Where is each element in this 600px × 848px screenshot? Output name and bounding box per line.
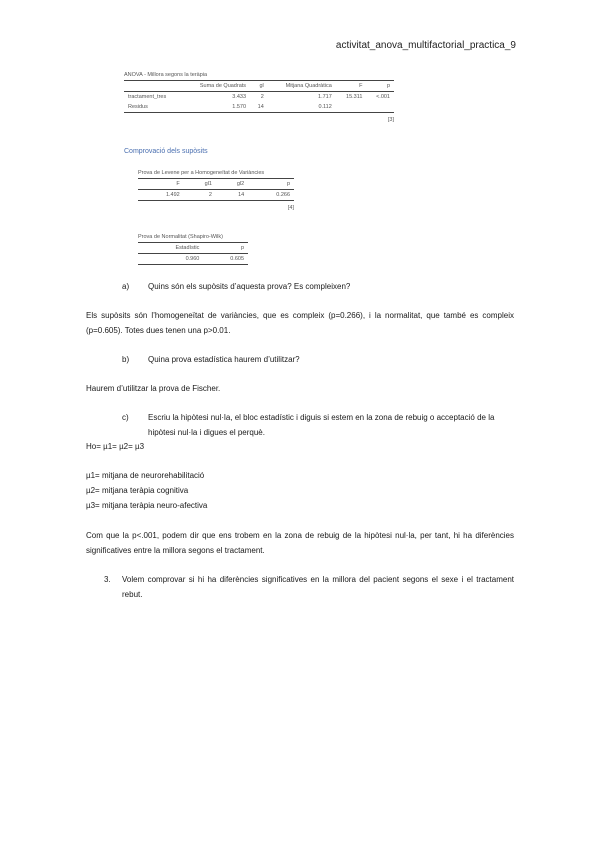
question-a-text: Quins són els supòsits d’aquesta prova? Es compleixen?	[148, 282, 351, 291]
anova-cell: 0.112	[268, 102, 336, 113]
table-row	[124, 92, 394, 103]
mu-definition: µ2= mitjana teràpia cognitiva	[86, 486, 189, 495]
anova-header-cell: Mitjana Quadràtica	[268, 81, 336, 92]
table-row	[124, 102, 394, 113]
question-b-label: b)	[122, 355, 130, 364]
levene-cell: 1.492	[138, 190, 184, 201]
levene-header-cell: gl1	[184, 179, 216, 190]
anova-cell: <.001	[376, 94, 390, 100]
anova-header-cell: Suma de Quadrats	[182, 81, 250, 92]
normality-caption: Prova de Normalitat (Shapiro-Wilk)	[138, 234, 223, 240]
normality-header-row	[138, 243, 248, 254]
mu-definition: µ1= mitjana de neurorehabilitació	[86, 471, 205, 480]
question-3-text: Volem comprovar si hi ha diferències significatives en la millora del pacient segons el sexe i el tractament rebut.	[122, 575, 514, 599]
table-row	[138, 190, 294, 201]
question-c-label: c)	[122, 413, 129, 422]
conclusion: Com que la p<.001, podem dir que ens trobem en la zona de rebuig de la hipòtesi nul·la, per tant, hi ha diferències significatives entre la millora segons el tractament.	[86, 531, 514, 555]
anova-header-cell: F	[336, 81, 367, 92]
anova-caption: ANOVA - Millora segons la teràpia	[124, 72, 208, 78]
levene-note: [4]	[287, 205, 294, 211]
normality-header-cell: p	[203, 243, 248, 254]
mu-definition: µ3= mitjana teràpia neuro-afectiva	[86, 501, 208, 510]
anova-header-row	[124, 81, 394, 92]
levene-header-cell: p	[248, 179, 294, 190]
anova-header-cell: gl	[250, 81, 268, 92]
levene-header-cell: gl2	[216, 179, 248, 190]
anova-note: [3]	[387, 117, 394, 123]
anova-cell: 14	[250, 102, 268, 113]
anova-cell	[336, 102, 367, 113]
answer-a: Els supòsits són l’homogeneïtat de variàncies, que es compleix (p=0.266), i la normalitat, que també es compleix (p=0.605). Totes dues tenen una p>0.01.	[86, 311, 514, 335]
levene-header-row	[138, 179, 294, 190]
levene-cell: 0.266	[248, 190, 294, 201]
normality-header-cell: Estadístic	[138, 243, 203, 254]
anova-table	[124, 80, 394, 113]
question-a	[122, 279, 522, 294]
anova-cell: Residus	[124, 102, 182, 113]
answer-b: Haurem d’utilitzar la prova de Fischer.	[86, 384, 221, 393]
question-c-text: Escriu la hipòtesi nul·la, el bloc estadístic i diguis si estem en la zona de rebuig o acceptació de la hipòtesi nul·la i digues el perquè.	[148, 413, 495, 437]
anova-cell: tractament_tres	[128, 94, 167, 100]
normality-cell: 0.605	[203, 254, 248, 265]
question-a-label: a)	[122, 282, 130, 291]
normality-table-block	[138, 234, 248, 265]
levene-table	[138, 178, 294, 201]
levene-table-block	[138, 170, 294, 211]
question-b	[122, 352, 522, 367]
normality-table	[138, 242, 248, 265]
anova-cell	[366, 102, 394, 113]
anova-cell: 3.433	[232, 94, 247, 100]
anova-header-cell: p	[366, 81, 394, 92]
section-title: Comprovació dels supòsits	[124, 148, 208, 155]
anova-cell: 1.717	[318, 94, 332, 100]
normality-cell: 0.960	[138, 254, 203, 265]
table-row	[138, 254, 248, 265]
page-header: activitat_anova_multifactorial_practica_9	[335, 40, 516, 51]
question-3-label: 3.	[104, 575, 111, 584]
anova-cell: 15.311	[346, 94, 363, 100]
anova-header-cell	[124, 81, 182, 92]
levene-caption: Prova de Levene per a Homogeneïtat de Variàncies	[138, 170, 265, 176]
question-b-text: Quina prova estadística haurem d’utilitzar?	[148, 355, 300, 364]
levene-cell: 14	[216, 190, 248, 201]
levene-cell: 2	[184, 190, 216, 201]
anova-cell: 1.570	[182, 102, 250, 113]
anova-cell: 2	[260, 94, 264, 100]
anova-table-block	[124, 72, 394, 123]
null-hypothesis: Ho= µ1= µ2= µ3	[86, 442, 145, 451]
mu-definitions	[86, 468, 514, 513]
question-3	[104, 572, 514, 602]
question-c	[122, 410, 514, 440]
levene-header-cell: F	[138, 179, 184, 190]
